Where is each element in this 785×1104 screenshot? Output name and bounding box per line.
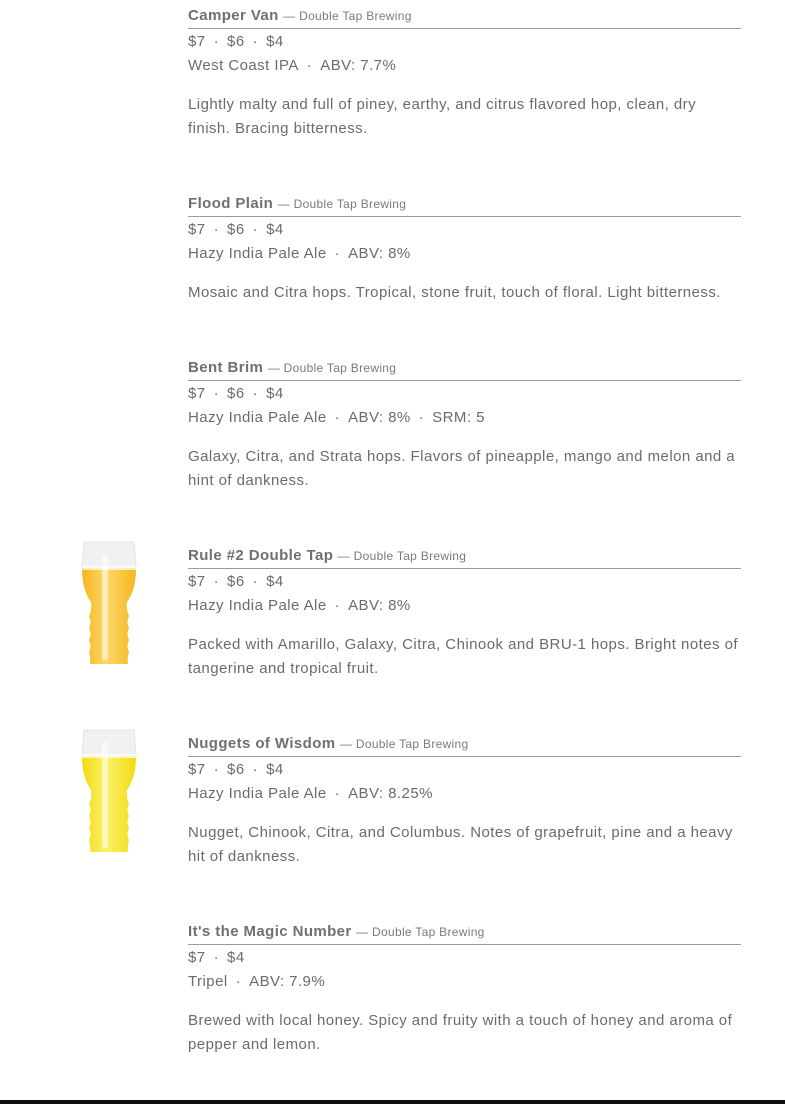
separator-dot: ·: [252, 221, 259, 238]
separator-dot: ·: [213, 385, 220, 402]
beer-title-row: [188, 546, 741, 569]
beer-style: Hazy India Pale Ale: [188, 597, 327, 614]
beer-style: Hazy India Pale Ale: [188, 785, 327, 802]
beer-abv: ABV: 8%: [348, 245, 411, 262]
beer-info: [188, 6, 741, 141]
price-list: [188, 218, 741, 242]
price: $6: [227, 761, 245, 778]
separator-dot: ·: [252, 761, 259, 778]
beer-style: Hazy India Pale Ale: [188, 409, 327, 426]
price-list: [188, 758, 741, 782]
beer-name: Nuggets of Wisdom: [188, 735, 336, 752]
beer-info: [188, 546, 741, 681]
separator-dot: ·: [213, 949, 220, 966]
price: $6: [227, 33, 245, 50]
separator-dot: ·: [252, 33, 259, 50]
brewery-name: — Double Tap Brewing: [283, 9, 412, 23]
price: $4: [266, 221, 284, 238]
price: $6: [227, 385, 245, 402]
separator-dot: ·: [418, 409, 425, 426]
beer-title-row: [188, 734, 741, 757]
separator-dot: ·: [213, 573, 220, 590]
beer-description: Brewed with local honey. Spicy and fruity with a touch of honey and aroma of pepper and lemon.: [188, 1012, 733, 1053]
beer-abv: ABV: 8%: [348, 409, 411, 426]
separator-dot: ·: [213, 33, 220, 50]
beer-name: Rule #2 Double Tap: [188, 547, 334, 564]
beer-description: Mosaic and Citra hops. Tropical, stone fruit, touch of floral. Light bitterness.: [188, 284, 721, 301]
separator-dot: ·: [306, 57, 313, 74]
brewery-name: — Double Tap Brewing: [337, 549, 467, 563]
beer-style: Tripel: [188, 973, 228, 990]
price: $4: [266, 761, 284, 778]
separator-dot: ·: [252, 573, 259, 590]
beer-name: Flood Plain: [188, 195, 274, 212]
beer-title-row: [188, 358, 741, 381]
beer-abv: ABV: 8.25%: [348, 785, 433, 802]
beer-abv: ABV: 8%: [348, 597, 411, 614]
separator-dot: ·: [235, 973, 242, 990]
beer-description: Lightly malty and full of piney, earthy, and citrus flavored hop, clean, dry finish. Bracing bitterness.: [188, 96, 697, 137]
price: $7: [188, 949, 206, 966]
separator-dot: ·: [252, 385, 259, 402]
beer-title-row: [188, 922, 741, 945]
style-line: [188, 242, 741, 266]
price: $6: [227, 221, 245, 238]
price-list: [188, 946, 741, 970]
price: $4: [266, 573, 284, 590]
beer-title-row: [188, 194, 741, 217]
beer-description: Nugget, Chinook, Citra, and Columbus. Notes of grapefruit, pine and a heavy hit of dankness.: [188, 824, 733, 865]
style-line: [188, 594, 741, 618]
beer-info: [188, 358, 741, 493]
beer-srm: SRM: 5: [432, 409, 485, 426]
bottom-bar: [0, 1100, 785, 1104]
beer-title-row: [188, 6, 741, 29]
price: $4: [266, 385, 284, 402]
price: $7: [188, 761, 206, 778]
beer-style: West Coast IPA: [188, 57, 299, 74]
brewery-name: — Double Tap Brewing: [356, 925, 485, 939]
style-line: [188, 406, 741, 430]
price-list: [188, 382, 741, 406]
style-line: [188, 54, 741, 78]
beer-info: [188, 922, 741, 1057]
brewery-name: — Double Tap Brewing: [339, 737, 469, 751]
price: $7: [188, 385, 206, 402]
price-list: [188, 570, 741, 594]
separator-dot: ·: [334, 597, 341, 614]
beer-info: [188, 194, 741, 305]
beer-description: Galaxy, Citra, and Strata hops. Flavors of pineapple, mango and melon and a hint of dankness.: [188, 448, 736, 489]
separator-dot: ·: [213, 761, 220, 778]
beer-name: It's the Magic Number: [188, 923, 352, 940]
style-line: [188, 970, 741, 994]
beer-glass-icon: [78, 726, 140, 856]
beer-glass-icon: [78, 538, 140, 668]
price: $7: [188, 221, 206, 238]
beer-abv: ABV: 7.9%: [249, 973, 326, 990]
style-line: [188, 782, 741, 806]
price: $4: [227, 949, 245, 966]
price: $6: [227, 573, 245, 590]
price: $7: [188, 33, 206, 50]
price-list: [188, 30, 741, 54]
brewery-name: — Double Tap Brewing: [267, 361, 397, 375]
beer-style: Hazy India Pale Ale: [188, 245, 327, 262]
separator-dot: ·: [213, 221, 220, 238]
separator-dot: ·: [334, 245, 341, 262]
beer-abv: ABV: 7.7%: [320, 57, 397, 74]
separator-dot: ·: [334, 785, 341, 802]
beer-name: Bent Brim: [188, 359, 264, 376]
brewery-name: — Double Tap Brewing: [277, 197, 407, 211]
beer-description: Packed with Amarillo, Galaxy, Citra, Chinook and BRU-1 hops. Bright notes of tangerine and tropical fruit.: [188, 636, 738, 677]
price: $4: [266, 33, 284, 50]
separator-dot: ·: [334, 409, 341, 426]
beer-name: Camper Van: [188, 7, 279, 24]
beer-info: [188, 734, 741, 869]
price: $7: [188, 573, 206, 590]
